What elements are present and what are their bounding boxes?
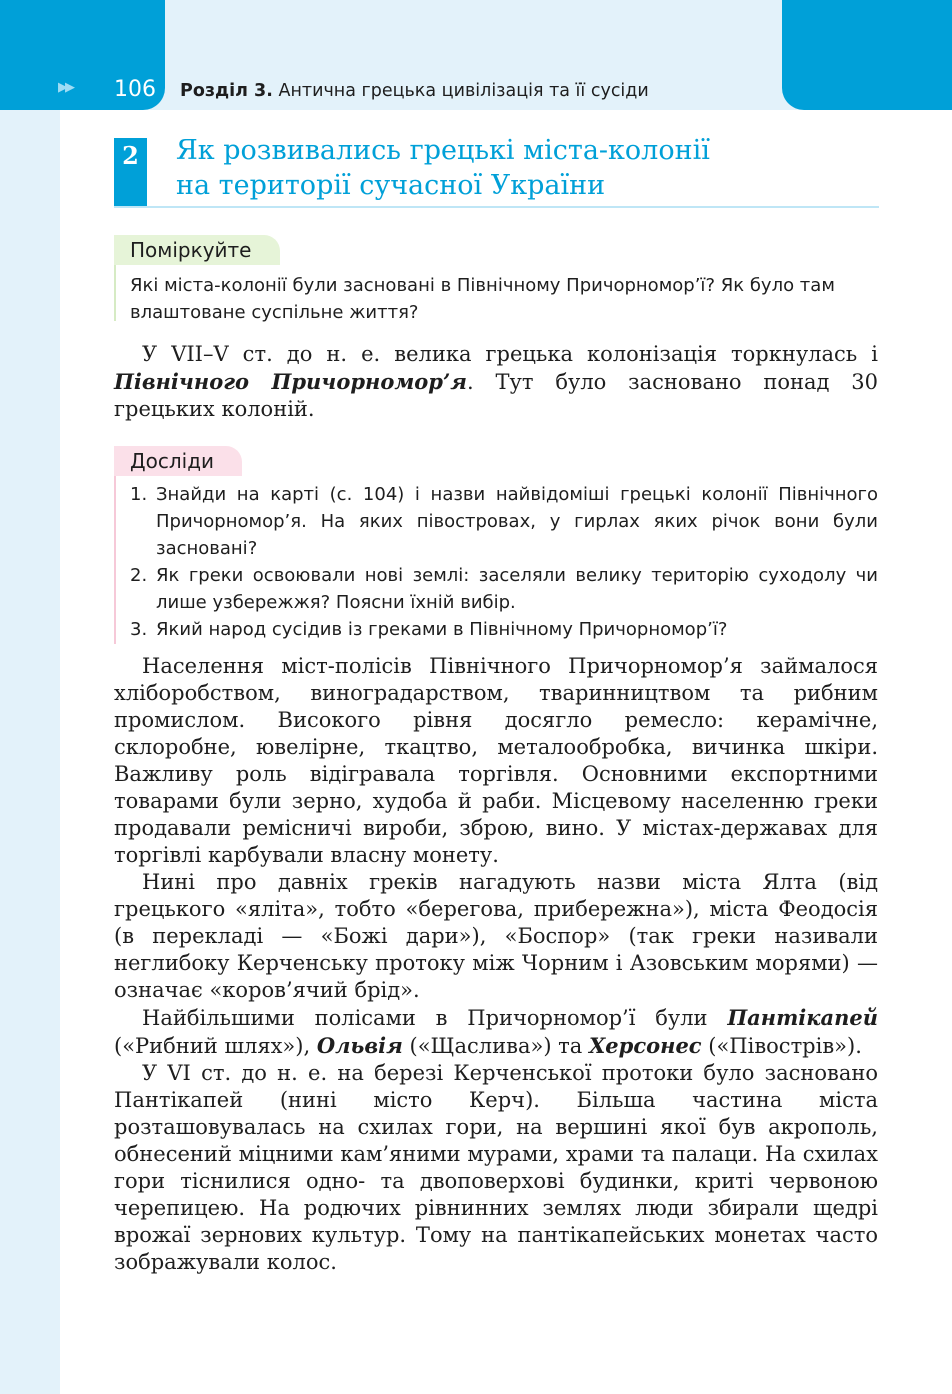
- list-item-number: 3.: [130, 619, 148, 640]
- page-number: 106: [114, 77, 156, 102]
- list-item: [130, 562, 878, 616]
- think-box-border: [114, 265, 116, 321]
- intro-text-start: У VII–V ст. до н. е. велика грецька колонізація торкнулась і: [142, 342, 878, 366]
- list-item: [130, 481, 878, 562]
- intro-term: Північного Причорномор’я: [114, 369, 468, 394]
- p3-text: («Півострів»).: [701, 1034, 862, 1058]
- list-item-text: Знайди на карті (с. 104) і назви найвідоміші грецькі колонії Північного Причорномор’я. На яких півостровах, у гирлах яких річок вони були засновані?: [156, 484, 878, 559]
- p3-text: («Щаслива») та: [402, 1034, 589, 1058]
- intro-paragraph: [114, 341, 878, 423]
- term-panticapaeum: Пантікапей: [727, 1005, 878, 1030]
- body-paragraph-4: У VI ст. до н. е. на березі Керченської протоки було засновано Пантікапей (нині місто Керч). Більша частина міста розташовувалась на схилах гори, на вершині якої був акрополь, обнесений міцними кам’яними мурами, храми та палаци. На схилах гори тіснилися одно- та двоповерхові будинки, криті червоною черепицею. На родючих рівнинних землях люди збирали щедрі врожаї зернових культур. Тому на пантікапейських монетах часто зображували колос.: [114, 1061, 878, 1274]
- body-paragraph-1: Населення міст-полісів Північного Причорномор’я займалося хліборобством, виноградарством, тваринництвом та рибним промислом. Високого рівня досягло ремесло: керамічне, склоробне, ювелірне, ткацтво, металообробка, вичинка шкіри. Важливу роль відігравала торгівля. Основними експортними товарами були зерно, худоба й раби. Місцевому населенню греки продавали ремісничі вироби, зброю, вино. У містах-державах для торгівлі карбували власну монету.: [114, 654, 878, 867]
- body-paragraph-2: Нині про давніх греків нагадують назви міста Ялта (від грецького «яліта», тобто «берегова, прибережна»), міста Феодосія (в перекладі — «Божі дари»), «Боспор» (так греки називали неглибоку Керченську протоку між Чорним і Азовським морями) — означає «коров’ячий брід».: [114, 870, 878, 1002]
- list-item-number: 2.: [130, 565, 148, 586]
- chapter-label: Розділ 3.: [180, 81, 273, 101]
- term-chersonesus: Херсонес: [589, 1033, 702, 1058]
- section-number: 2: [122, 141, 139, 170]
- running-header: [180, 81, 649, 101]
- main-body-text: [114, 653, 878, 1276]
- p3-text: («Рибний шлях»),: [114, 1034, 317, 1058]
- section-number-box: [114, 138, 147, 208]
- left-margin-strip: [0, 0, 60, 1394]
- think-question: Які міста-колонії були засновані в Північному Причорномор’ї? Як було там влаштоване суспільне життя?: [130, 275, 835, 323]
- explore-task-list: [130, 481, 878, 643]
- explore-label: Досліди: [114, 446, 242, 476]
- list-item-text: Як греки освоювали нові землі: заселяли велику територію суходолу чи лише узбережжя? Поясни їхній вибір.: [156, 565, 878, 613]
- body-paragraph-3: [114, 1004, 878, 1060]
- double-arrow-icon: ▶▶: [58, 80, 72, 95]
- section-title: [176, 133, 876, 203]
- list-item: [130, 616, 878, 643]
- think-label: Поміркуйте: [114, 235, 280, 265]
- header-corner-tab: [782, 0, 952, 110]
- section-title-line-1: Як розвивались грецькі міста-колонії: [176, 135, 710, 166]
- section-divider: [114, 206, 879, 208]
- explore-box-border: [114, 476, 116, 644]
- section-title-line-2: на території сучасної України: [176, 170, 606, 201]
- p3-text: Найбільшими полісами в Причорномор’ї були: [142, 1006, 728, 1030]
- list-item-number: 1.: [130, 484, 148, 505]
- list-item-text: Який народ сусідив із греками в Північному Причорномор’ї?: [156, 619, 728, 640]
- intro-text-end: . Тут було засновано понад 30 грецьких колоній.: [114, 370, 878, 421]
- term-olbia: Ольвія: [316, 1033, 403, 1058]
- chapter-title: Антична грецька цивілізація та її сусіди: [278, 81, 649, 101]
